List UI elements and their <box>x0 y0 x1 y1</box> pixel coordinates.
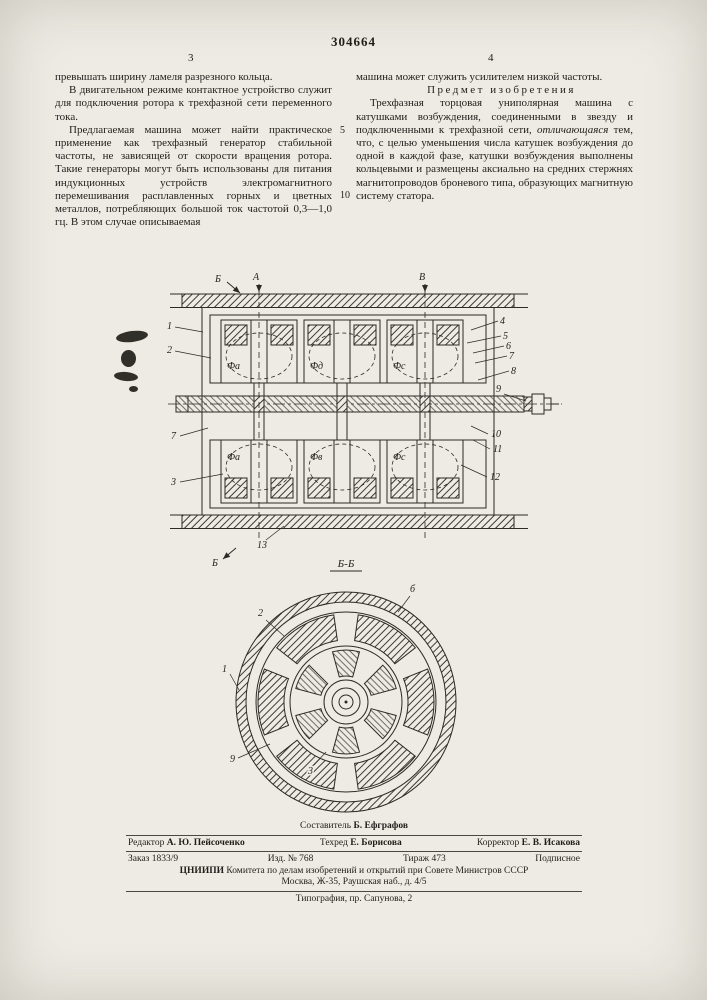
fig1-label-5: 5 <box>503 331 508 342</box>
corrector-label: Корректор <box>476 837 520 848</box>
print-run-line <box>126 854 582 866</box>
address-line: Москва, Ж-35, Раушская наб., д. 4/5 <box>281 877 427 887</box>
fig1-section-label-B-bottom: Б <box>212 558 218 569</box>
compiler-line <box>126 821 582 833</box>
ink-smudge <box>121 350 136 367</box>
fig2-title: Б-Б <box>337 558 355 570</box>
left-column <box>55 71 332 229</box>
section-heading: Предмет изобретения <box>427 84 576 97</box>
compiler-name: Б. Ефграфов <box>353 821 408 831</box>
fig1-flux-label: Фв <box>310 452 323 463</box>
figure-machine-longitudinal-section <box>130 268 572 570</box>
organization-line <box>126 866 582 878</box>
fig1-label-7b: 7 <box>171 431 176 442</box>
right-column <box>356 71 633 203</box>
fig1-label-6: 6 <box>506 341 511 352</box>
paragraph: машина может служить усилителем низкой частоты. <box>356 71 603 83</box>
fig2-label-b: б <box>410 584 416 595</box>
organization-abbr: ЦНИИПИ <box>179 865 224 876</box>
ink-smudge <box>129 386 138 392</box>
paragraph: В двигательном режиме контактное устройство служит для подключения ротора к трехфазной сети переменного тока. <box>55 84 332 123</box>
fig2-label-2: 2 <box>258 608 263 619</box>
footer-rule <box>126 835 582 836</box>
section-arrow-B-top <box>227 282 240 293</box>
fig1-label-12: 12 <box>490 472 500 483</box>
printer-line: Типография, пр. Сапунова, 2 <box>295 893 413 904</box>
figure-cross-section <box>218 554 474 832</box>
fig1-label-7: 7 <box>509 351 514 362</box>
print-run: Тираж 473 <box>402 854 446 864</box>
fig1-section-label-B-top: Б <box>215 274 221 285</box>
fig2-label-9: 9 <box>230 754 235 765</box>
fig1-section-label-V: В <box>419 272 426 283</box>
staff-line <box>126 838 582 850</box>
fig1-flux-label: Фд <box>310 361 324 372</box>
organization-name: Комитета по делам изобретений и открытий при Совете Министров СССР <box>226 865 529 876</box>
fig1-label-13: 13 <box>257 540 267 551</box>
fig1-label-4: 4 <box>500 316 505 327</box>
footer-rule <box>126 891 582 892</box>
fig1-section-label-A: А <box>253 272 260 283</box>
gutter-line-number-10: 10 <box>340 190 350 201</box>
footer-rule <box>126 851 582 852</box>
stator-top-rail <box>170 294 528 308</box>
stator-core-lower <box>221 440 463 503</box>
stator-bottom-rail <box>170 515 528 529</box>
fig1-label-1: 1 <box>167 321 172 332</box>
paragraph: Предлагаемая машина может найти практическое применение как трехфазный генератор стабильной частоты, не зависящей от скорости вращения ротора. Такие генераторы могут быть использованы для питания индукционных устройств электромагнитного перемешивания расплавленных горных и цветных металлов, потребляющих большой ток частотой 0,3—1,0 гц. В этом случае описываемая <box>55 123 332 229</box>
cross-section-drawing <box>236 592 456 812</box>
fig1-label-11: 11 <box>493 444 503 455</box>
claim-italic-term: отличающаяся <box>536 123 609 136</box>
fig1-flux-label: Фс <box>393 452 406 463</box>
rotor-shaft <box>168 396 562 412</box>
claim-text: тем, что, с целью уменьшения числа катушек возбуждения до одной в каждой фазе, катушки возбуждения выполнены кольцевыми и размещены аксиально на средних стержнях магнитопроводов броневого типа, образующих магнитную систему статора. <box>356 123 633 202</box>
edition-number: Изд. № 768 <box>267 854 314 864</box>
editor-label: Редактор <box>128 837 165 848</box>
fig1-flux-label: Фа <box>227 361 241 372</box>
claim-paragraph <box>356 97 633 203</box>
gutter-line-number-5: 5 <box>340 125 345 136</box>
fig1-label-2: 2 <box>167 345 172 356</box>
claim-text: Трехфазная торцовая униполярная машина с катушками возбуждения, соединенными в звезду и подключенными к трехфазной сети, <box>356 97 633 136</box>
techred-label: Техред <box>319 837 348 848</box>
techred-name: Е. Борисова <box>350 837 402 848</box>
fig1-flux-label: Фа <box>227 452 241 463</box>
fig1-label-9: 9 <box>496 384 501 395</box>
fig2-label-3: 3 <box>308 766 313 777</box>
editor-name: А. Ю. Пейсоченко <box>166 837 245 848</box>
fig1-label-8: 8 <box>511 366 516 377</box>
corrector-name: Е. В. Исакова <box>521 837 580 848</box>
paragraph: превышать ширину ламеля разрезного кольца. <box>55 71 273 83</box>
order-number: Заказ 1833/9 <box>128 854 179 864</box>
imprint-footer <box>126 821 582 905</box>
fig1-label-3: 3 <box>171 477 176 488</box>
page-number-left: 3 <box>188 52 194 64</box>
subscription-note: Подписное <box>535 854 580 864</box>
fig1-label-10: 10 <box>491 429 501 440</box>
compiler-label: Составитель <box>300 821 352 831</box>
page-number-right: 4 <box>488 52 494 64</box>
fig1-flux-label: Фс <box>393 361 406 372</box>
patent-number: 304664 <box>331 34 376 49</box>
stator-core-upper <box>221 320 463 383</box>
fig2-label-1: 1 <box>222 664 227 675</box>
